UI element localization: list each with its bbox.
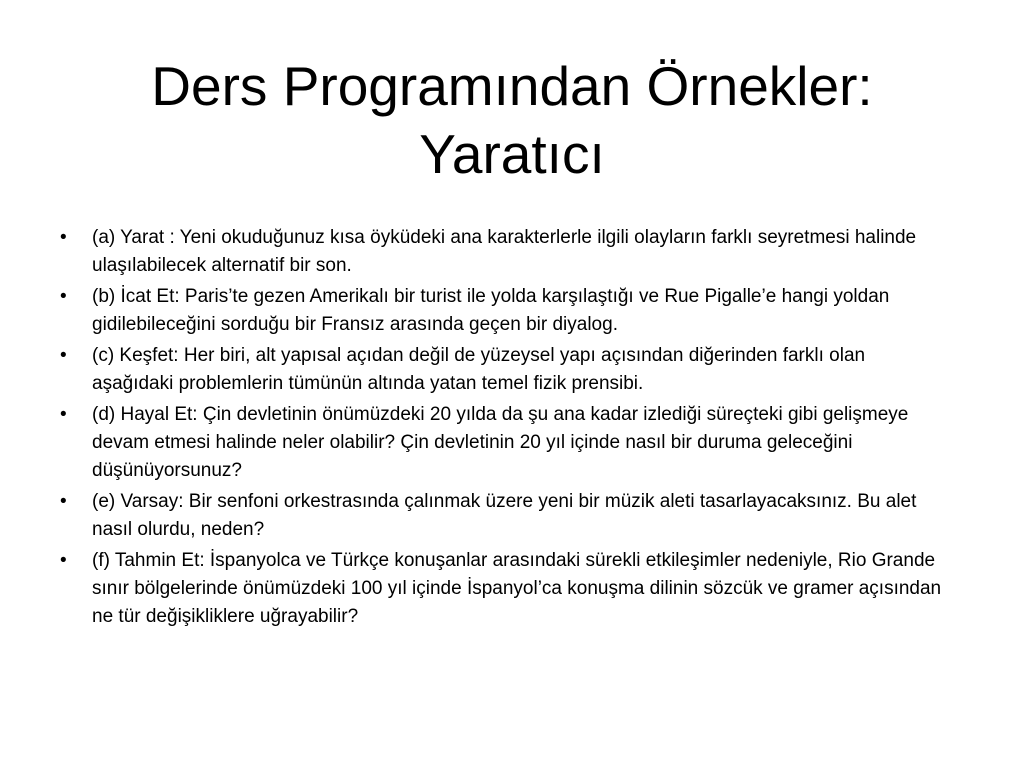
bullet-text-a: (a) Yarat : Yeni okuduğunuz kısa öyküdeki ana karakterlerle ilgili olayların farklı seyretmesi halinde ulaşılabilecek alternatif bir son. bbox=[92, 227, 917, 276]
bullet-item-b bbox=[60, 283, 950, 339]
slide-title bbox=[60, 52, 964, 188]
bullet-item-f bbox=[60, 547, 950, 631]
slide-title-line-2: Yaratıcı bbox=[419, 123, 605, 185]
bullet-item-c bbox=[60, 342, 950, 398]
bullet-dot-icon: • bbox=[60, 345, 67, 366]
bullet-dot-icon: • bbox=[60, 227, 67, 248]
bullet-text-c: (c) Keşfet: Her biri, alt yapısal açıdan değil de yüzeysel yapı açısından diğerinden farklı olan aşağıdaki problemlerin tümünün altında yatan temel fizik prensibi. bbox=[92, 345, 866, 394]
bullet-text-b: (b) İcat Et: Paris’te gezen Amerikalı bir turist ile yolda karşılaştığı ve Rue Pigalle’e hangi yoldan gidilebileceğini sorduğu bir Fransız arasında geçen bir diyalog. bbox=[92, 286, 890, 335]
bullet-dot-icon: • bbox=[60, 550, 67, 571]
bullet-text-d: (d) Hayal Et: Çin devletinin önümüzdeki 20 yılda da şu ana kadar izlediği süreçteki gibi gelişmeye devam etmesi halinde neler olabilir? Çin devletinin 20 yıl içinde nasıl bir duruma geleceğini düşünüyorsunuz? bbox=[92, 404, 909, 481]
bullet-dot-icon: • bbox=[60, 286, 67, 307]
bullet-text-f: (f) Tahmin Et: İspanyolca ve Türkçe konuşanlar arasındaki sürekli etkileşimler nedeniyle, Rio Grande sınır bölgelerinde önümüzdeki 100 yıl içinde İspanyol’ca konuşma dilinin sözcük ve gramer açısından ne tür değişikliklere uğrayabilir? bbox=[92, 550, 942, 627]
bullet-item-a bbox=[60, 224, 950, 280]
bullet-item-d bbox=[60, 401, 950, 485]
bullet-list bbox=[60, 224, 950, 634]
bullet-text-e: (e) Varsay: Bir senfoni orkestrasında çalınmak üzere yeni bir müzik aleti tasarlayacaksınız. Bu alet nasıl olurdu, neden? bbox=[92, 491, 917, 540]
slide-title-line-1: Ders Programından Örnekler: bbox=[151, 55, 873, 117]
bullet-dot-icon: • bbox=[60, 491, 67, 512]
bullet-item-e bbox=[60, 488, 950, 544]
bullet-dot-icon: • bbox=[60, 404, 67, 425]
